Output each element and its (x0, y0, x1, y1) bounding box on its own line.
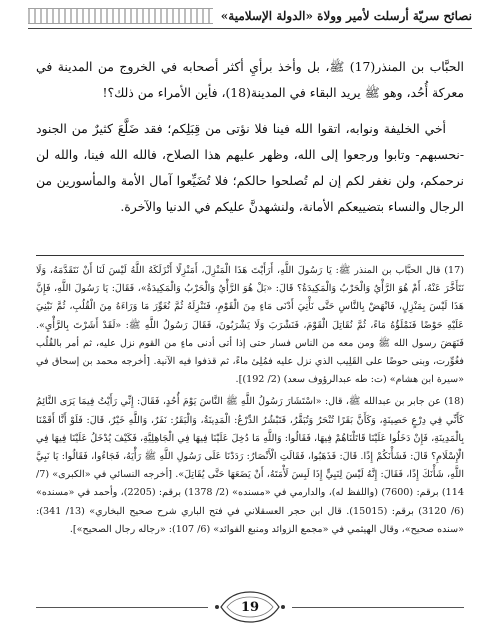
header-ornament (28, 8, 213, 24)
footnote: (17) قال الحبَّاب بن المنذر ﷺ: يَا رَسُولَ اللَّهِ، أَرَأَيْتَ هَذَا الْمَنْزِلَ، أَمَنْزِلًا أَنْزَلَكَهُ اللَّهُ لَيْسَ لَنَا أَنْ نَتَقَدَّمَهُ، وَلَا نَتَأَخَّرَ عَنْهُ، أَمْ هُوَ الرَّأْيُ وَالْحَرْبُ وَالْمَكِيدَةُ؟ قَالَ: «بَلْ هُوَ الرَّأْيُ وَالْحَرْبُ وَالْمَكِيدَةُ»، فَقَالَ: يَا رَسُولَ اللَّهِ، فَإِنَّ هَذَا لَيْسَ بِمَنْزِلٍ، فَانْهَضْ بِالنَّاسِ حَتَّى نَأْتِيَ أَدْنَى مَاءٍ مِنَ الْقَوْمِ، فَنَنْزِلَهُ ثُمَّ نُغَوِّرَ مَا وَرَاءَهُ مِنَ الْقُلُبِ، ثُمَّ نَبْنِيَ عَلَيْهِ حَوْضًا فَنَمْلَؤُهُ مَاءً، ثُمَّ نُقَاتِلَ الْقَوْمَ، فَنَشْرَبَ وَلَا يَشْرَبُونَ، فَقَالَ رَسُولُ اللَّهِ ﷺ: «لَقَدْ أَشَرْتَ بِالرَّأْيِ». فَنَهَضَ رسول الله ﷺ ومن معه من الناس فسار حتى إذا أتى أدنى ماءٍ من القوم نزل عليه، ثم أمر بالقُلُب فغُوِّرت، وبنى حوضًا على القَلِيب الذي نزل عليه فمُلِئ ماءً، ثم قذفوا فيه الآنية. [أخرجه محمد بن إسحاق في «سيرة ابن هشام» (ت: طه عبدالرؤوف سعد) (2/ 192)]. (36, 265, 464, 386)
running-header (28, 6, 472, 26)
page-number-ornament (211, 590, 289, 624)
footnote: (18) عن جابر بن عبدالله ﷺ، قال: «اسْتَشَارَ رَسُولُ اللَّهِ ﷺ النَّاسَ يَوْمَ أُحُدٍ، فَقَالَ: إِنِّي رَأَيْتُ فِيمَا يَرَى النَّائِمُ كَأَنِّي فِي دِرْعٍ حَصِينَةٍ، وَكَأَنَّ بَقَرًا تُنْحَرُ وَتُبَقَّرُ، فَتَبْشُرُ الدِّرْعُ: الْمَدِينَةُ، وَالْبَقَرُ: نَفَرٌ، وَاللَّهِ خَيْرٌ، قَالَ: فَلَوْ أَنَّا أَقَمْنَا بِالْمَدِينَةِ، فَإِنْ دَخَلُوا عَلَيْنَا قَاتَلْنَاهُمْ فِيهَا، فَقَالُوا: وَاللَّهِ مَا دُخِلَ عَلَيْنَا فِيهَا فِي الْجَاهِلِيَّةِ، فَكَيْفَ يُدْخَلُ عَلَيْنَا فِيهَا فِي الْإِسْلَامِ؟ قَالَ: فَشَأْنَكُمْ إِذًا. قَالَ: فَذَهَبُوا، فَقَالَتِ الْأَنْصَارُ: رَدَدْنَا عَلَى رَسُولِ اللَّهِ ﷺ رَأْيَهُ، فَجَاءُوا، فَقَالُوا: يَا نَبِيَّ اللَّهِ، شَأْنَكَ إِذًا، فَقَالَ: إِنَّهُ لَيْسَ لِنَبِيٍّ إِذَا لَبِسَ لَأْمَتَهُ، أَنْ يَضَعَهَا حَتَّى يُقَاتِلَ». [أخرجه النسائي في «الكبرى» (7/ 114) برقم: (7600) (واللفظ له)، والدارمي في «مسنده» (2/ 1378) برقم: (2205)، وأحمد في «مسنده» (6/ 3120) برقم: (15015). قال ابن حجر العسقلاني في فتح الباري شرح صحيح البخاري» (13/ 341): «سنده صحيح»، وقال الهيثمي في «مجمع الزوائد ومنبع الفوائد» (6/ 107): «رجاله رجال الصحيح»]. (36, 396, 464, 535)
footer-rule (36, 607, 208, 608)
body-paragraph: أخي الخليفة ونوابه، اتقوا الله فينا فلا نؤتى من قِبَلِكم؛ فقد ضَلَّعَ كثيرٌ من الجنود -نحسبهم- وتابوا ورجعوا إلى الله، وظهر عليهم هذا الصلاح، فالله الله فينا، والله لن نرحمكم، ولن نغفر لكم إن لم تُصلحوا حالكم؛ فلا تُضَيِّعوا آمال الأمة والمأسورين من الرجال والنساء بتضييعكم الأمانة، ولنشهدنَّ عليكم في الدنيا والآخرة. (36, 121, 465, 214)
body-paragraph: الحبَّاب بن المنذر(17) ﷺ، بل وأخذ برأيِ أكثر أصحابه في الخروج من المدينة في معركة أُحُد، وهو ﷺ يريد البقاء في المدينة(18)، فأين الأمراء من ذلك؟! (36, 59, 464, 100)
footnote-divider (36, 255, 464, 256)
footer-rule (292, 607, 464, 608)
page-number: 19 (240, 599, 260, 615)
footnotes (36, 262, 464, 543)
header-title: نصائح سريّة أرسلت لأمير وولاة «الدولة الإسلامية» (220, 9, 472, 23)
header-rule (28, 28, 472, 29)
main-text (36, 54, 464, 230)
